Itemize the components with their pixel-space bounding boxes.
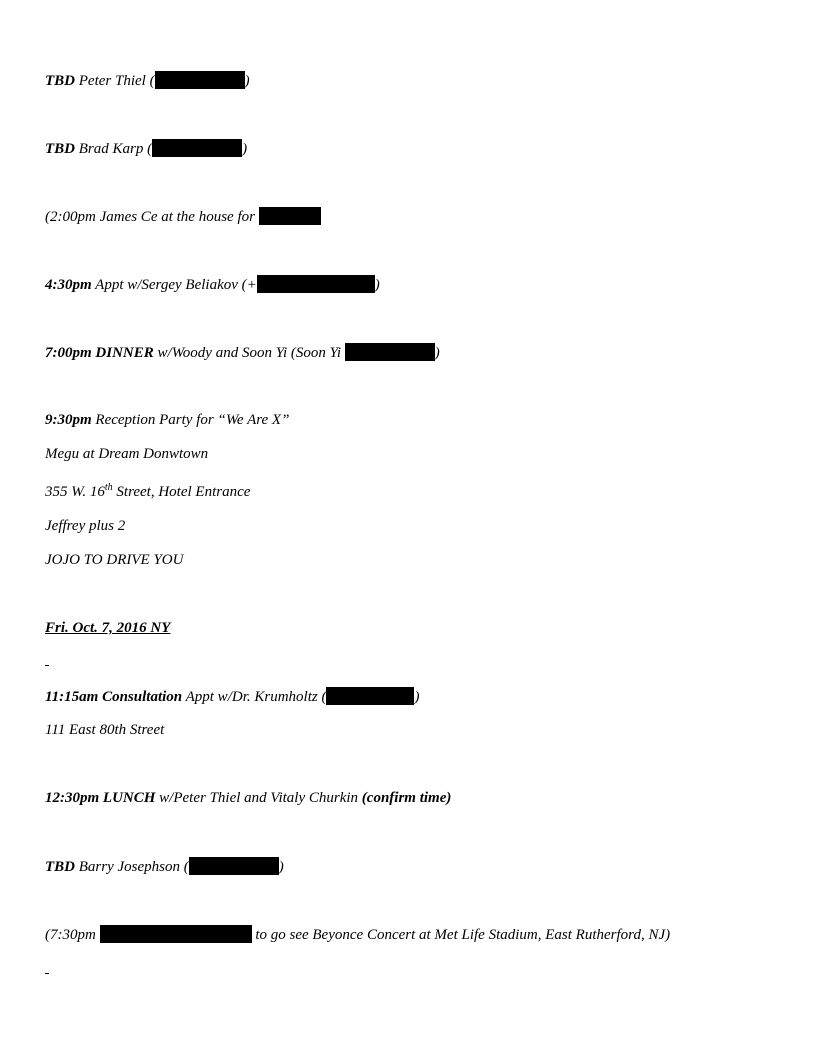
address-number: 355 W. 16 <box>45 484 105 500</box>
reception-driver: JOJO TO DRIVE YOU <box>45 552 184 568</box>
reception-venue: Megu at Dream Donwtown <box>45 446 209 462</box>
entry-text: Peter Thiel ( <box>75 73 155 89</box>
entry-text-post: to go see Beyonce Concert at Met Life Stadium, East Rutherford, NJ) <box>251 927 671 943</box>
entry-peter-thiel <box>45 71 250 90</box>
entry-brad-karp <box>45 139 247 158</box>
entry-text: Barry Josephson ( <box>75 859 189 875</box>
address-superscript: th <box>104 482 113 493</box>
entry-text: Reception Party for “We Are X” <box>91 412 290 428</box>
entry-dinner <box>45 343 440 362</box>
redaction-block <box>152 139 242 157</box>
entry-time: TBD <box>45 859 75 875</box>
entry-close: ) <box>242 141 248 157</box>
redaction-block <box>259 207 321 225</box>
reception-guests: Jeffrey plus 2 <box>45 518 126 534</box>
entry-close: ) <box>414 689 420 705</box>
entry-time: TBD <box>45 141 75 157</box>
entry-text: Brad Karp ( <box>75 141 153 157</box>
reception-address <box>45 483 250 501</box>
entry-sergey-beliakov <box>45 275 380 294</box>
redaction-block <box>345 343 435 361</box>
entry-lunch <box>45 789 451 807</box>
entry-barry-josephson <box>45 857 284 876</box>
entry-note: (confirm time) <box>361 790 452 806</box>
entry-time: 7:00pm DINNER <box>45 345 154 361</box>
entry-text: (2:00pm James Ce at the house for <box>45 209 259 225</box>
redaction-block <box>155 71 245 89</box>
entry-beyonce-concert <box>45 925 670 944</box>
redaction-block <box>257 275 375 293</box>
consultation-address: 111 East 80th Street <box>45 722 165 738</box>
entry-reception <box>45 411 289 429</box>
entry-close: ) <box>244 73 250 89</box>
entry-close: ) <box>434 345 440 361</box>
entry-text: Appt w/Dr. Krumholtz ( <box>182 689 327 705</box>
entry-time: 12:30pm LUNCH <box>45 790 156 806</box>
entry-close: ) <box>278 859 284 875</box>
entry-text-pre: (7:30pm <box>45 927 100 943</box>
entry-time: 4:30pm <box>45 277 92 293</box>
redaction-block <box>189 857 279 875</box>
entry-time: 9:30pm <box>45 412 92 428</box>
date-heading: Fri. Oct. 7, 2016 NY <box>45 620 171 636</box>
entry-consultation <box>45 687 419 706</box>
tick-mark <box>45 961 49 979</box>
entry-text: Appt w/Sergey Beliakov (+ <box>91 277 257 293</box>
entry-james-ce <box>45 207 321 226</box>
entry-time: TBD <box>45 73 75 89</box>
entry-text: w/Peter Thiel and Vitaly Churkin <box>155 790 362 806</box>
redaction-block <box>100 925 252 943</box>
entry-time: 11:15am Consultation <box>45 689 183 705</box>
entry-text: w/Woody and Soon Yi (Soon Yi <box>153 345 345 361</box>
tick-mark <box>45 653 49 671</box>
redaction-block <box>326 687 414 705</box>
address-street: Street, Hotel Entrance <box>112 484 251 500</box>
entry-close: ) <box>374 277 380 293</box>
